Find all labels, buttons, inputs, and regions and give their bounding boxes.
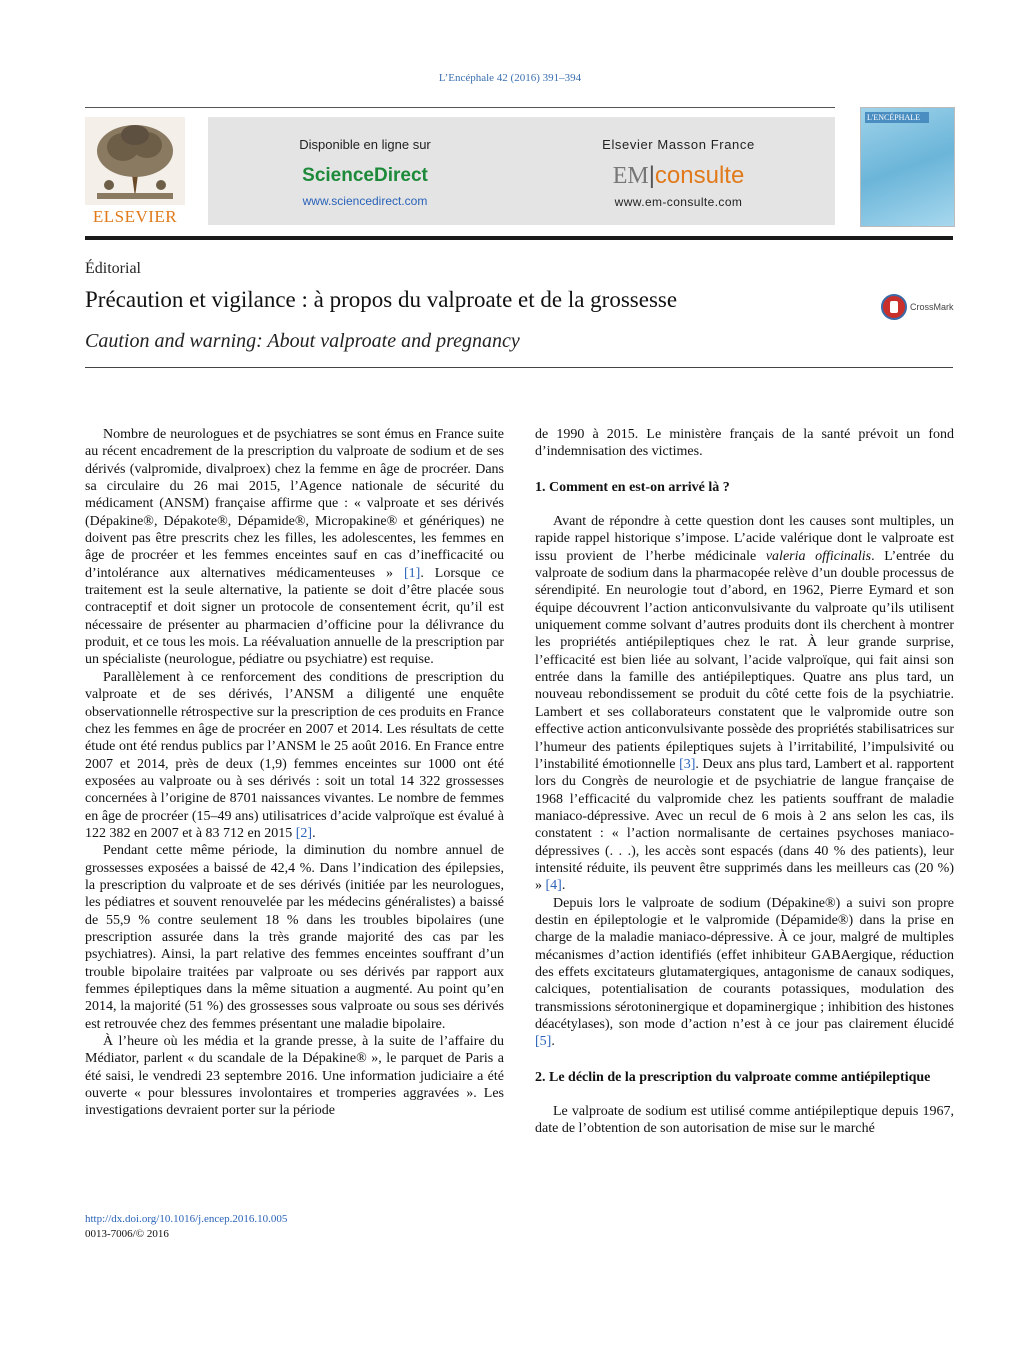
article-footer [85, 1212, 287, 1242]
em-logo-divider: | [648, 162, 655, 189]
paragraph: de 1990 à 2015. Le ministère français de la santé prévoit un fond d’indemnisation des victimes. [535, 427, 954, 460]
elsevier-logo [85, 117, 185, 227]
citation-link-4[interactable]: [4] [545, 878, 562, 894]
citation-link-5[interactable]: [5] [535, 1034, 552, 1050]
paragraph: Nombre de neurologues et de psychiatres se sont émus en France suite au récent encadrement de la prescription du valproate de sodium et de ses dérivés (valpromide, divalproex) chez la femme en âge de procréer. Dans sa circulaire du 26 mai 2015, l’Agence nationale de sécurité du médicament (ANSM) française affirme que : « valproate et ses dérivés (Dépakine®, Dépakote®, Dépamide®, Micropakine® et génériques) ne doivent pas être prescrits chez les filles, les adolescentes, les femmes en âge de procréer et les femmes enceintes sauf en cas d’inefficacité ou d’intolérance aux alternatives médicamenteuses » [1]. Lorsque ce traitement est la seule alternative, la patiente se doit d’être placée sous contraceptif et doit signer un protocole de consentement écrit, qu’il est nécessaire de présenter au pharmacien d’officine pour la délivrance du produit, et ce tous les mois. La réévaluation annuelle de la prescription par un spécialiste (neurologue, pédiatre ou psychiatre) est requise. [85, 427, 504, 668]
sciencedirect-logo[interactable]: ScienceDirect [302, 165, 428, 186]
em-consulte-logo[interactable] [522, 162, 835, 190]
article-title-english: Caution and warning: About valproate and pregnancy [85, 330, 520, 352]
elsevier-wordmark: ELSEVIER [92, 207, 178, 226]
section-heading-2: 2. Le déclin de la prescription du valproate comme antiépileptique [535, 1069, 931, 1085]
paragraph: Le valproate de sodium est utilisé comme antiépileptique depuis 1967, date de l’obtention de son autorisation de mise sur le marché [535, 1104, 954, 1137]
paragraph: Parallèlement à ce renforcement des conditions de prescription du valproate et de ses dérivés, l’ANSM a diligenté une enquête observationnelle rétrospective sur la prescription de ces produits en France chez les femmes en âge de procréer en 2007 et 2014. Les résultats de cette étude ont été rendus publics par l’ANSM le 25 août 2016. En France entre 2007 et 2014, près de deux (1,9) femmes enceintes sur 1000 ont été exposées au valproate ou à ses dérivés : soit un total 14 322 grossesses concernées à l’origine de 8701 naissances vivantes. Le nombre de femmes en âge de procréer (15–49 ans) utilisatrices d’acide valproïque est évalué à 122 382 en 2007 et à 83 712 en 2015 [2]. [85, 669, 504, 841]
paragraph: Pendant cette même période, la diminution du nombre annuel de grossesses exposées a baissé de 42,4 %. Dans l’indication des épilepsies, la prescription du valproate et de ses dérivés (initiée par les neurologues, les pédiatres et souvent renouvelée par les médecins généralistes) a baissé de 55,9 % contre seulement 18 % dans les troubles bipolaires (une prescription assurée dans la très grande majorité des cas par les psychiatres). Ainsi, la part relative des femmes enceintes souffrant d’un trouble bipolaire traitées par valproate ou ses dérivés par rapport aux femmes épileptiques dans la même situation a augmenté. Au point qu’en 2014, la majorité (51 %) des grossesses sous valproate ou sous ses dérivés est retrouvée chez des femmes présentant une maladie bipolaire. [85, 843, 504, 1032]
issn-copyright: 0013-7006/© 2016 [85, 1228, 169, 1240]
crossmark-icon [881, 294, 907, 320]
paragraph: Depuis lors le valproate de sodium (Dépakine®) a suivi son propre destin en épileptologie et le valpromide (Dépamide®) dans la prise en charge de la maladie maniaco-dépressive. À ce jour, malgré de multiples mécanismes d’action identifiés (effet inhibiteur GABAergique, réduction des effets excitateurs glutamatergiques, antagonisme de canaux sodiques, calciques, potentialisation de courants potassiques, modulation des transmissions sérotoninergique et dopaminergique ; inhibition des histones déacétylases), son mode d’action n’est à ce jour pas clairement élucidé [5]. [535, 895, 954, 1050]
em-consulte-panel[interactable] [522, 117, 835, 225]
available-online-label: Disponible en ligne sur [299, 137, 431, 152]
header-thick-rule [85, 236, 953, 240]
paragraph: Avant de répondre à cette question dont les causes sont multiples, un rapide rappel historique s’impose. L’acide valérique dont le valproate est issu provient de l’herbe médicinale valeria officinalis. L’entrée du valproate de sodium dans la pharmacopée relève d’un double processus de sérendipité. En neurologie tout d’abord, en 1962, Pierre Eymard et son équipe découvrent l’action anticonvulsivante du valproate qu’ils utilisent uniquement comme solvant d’autres produits dont ils cherchent à montrer les propriétés antiépileptiques chez le rat. À leur grande surprise, l’efficacité est bien liée au solvant, l’acide valproïque, qui fait ainsi son entrée dans la famille des antiépileptiques. Quatre ans plus tard, un nouveau rebondissement se produit du côté cette fois de la psychiatrie. Lambert et ses collaborateurs constatent que le valpromide outre son effective action anticonvulsivante possède des propriétés stabilisatrices sur l’humeur des patients épileptiques sujets à l’irritabilité, l’impulsivité ou l’instabilité émotionnelle [3]. Deux ans plus tard, Lambert et al. rapportent lors du Congrès de neurologie et de psychiatrie de langue française de 1968 l’efficacité du valpromide chez les patients souffrant de maladie maniaco-dépressive. Avec un recul de 6 mois à 2 ans selon les cas, ils constatent : « l’action normalisante de certaines psychoses maniaco-dépressives (. . .), les accès sont espacés (dans 40 % des patients), leur intensité réduite, ils peuvent être supprimés dans les meilleurs cas (20 %) » [4]. [535, 514, 955, 894]
title-rule [85, 367, 953, 368]
doi-link[interactable]: http://dx.doi.org/10.1016/j.encep.2016.10.005 [85, 1213, 288, 1225]
citation-link-3[interactable]: [3] [679, 756, 696, 772]
crossmark-label: CrossMark [910, 302, 954, 312]
masthead-rule [85, 107, 835, 108]
journal-reference[interactable]: L’Encéphale 42 (2016) 391–394 [438, 72, 582, 84]
cover-title: L'ENCÉPHALE [865, 112, 929, 123]
section-heading-1: 1. Comment en est-on arrivé là ? [535, 479, 730, 495]
sciencedirect-panel[interactable] [208, 117, 522, 225]
journal-cover-thumbnail[interactable] [860, 107, 955, 227]
em-publisher-label: Elsevier Masson France [602, 137, 755, 152]
elsevier-tree-icon [85, 117, 185, 205]
em-logo-em: EM [612, 163, 649, 189]
availability-banner [208, 117, 835, 225]
paragraph: À l’heure où les média et la grande presse, à la suite de l’affaire du Médiator, parlent « du scandale de la Dépakine® », le parquet de Paris a été saisi, le vendredi 23 septembre 2016. Une information judiciaire a été ouverte « pour blessures involontaires et tromperies aggravées ». Les investigations devraient porter sur la période [85, 1034, 504, 1119]
body-column-right [535, 426, 954, 1138]
sciencedirect-link[interactable]: www.sciencedirect.com [302, 194, 428, 208]
em-consulte-link[interactable]: www.em-consulte.com [614, 195, 743, 209]
citation-link-1[interactable]: [1] [404, 565, 421, 581]
crossmark-badge[interactable] [881, 294, 954, 320]
citation-link-2[interactable]: [2] [295, 825, 313, 841]
article-title-french: Précaution et vigilance : à propos du valproate et de la grossesse [85, 287, 678, 312]
body-column-left [85, 426, 504, 1120]
masthead [85, 107, 953, 229]
article-section-label: Éditorial [85, 260, 141, 277]
em-logo-consulte: consulte [654, 162, 745, 189]
